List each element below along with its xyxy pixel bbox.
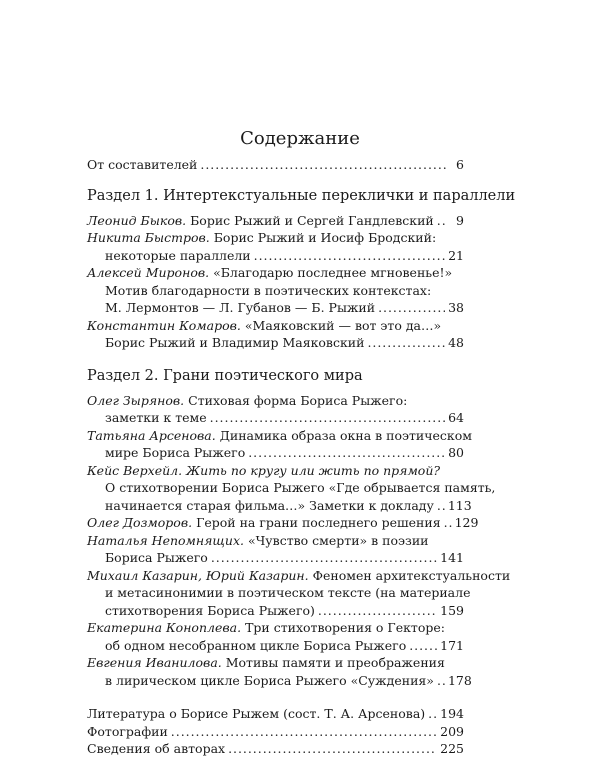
entry-author: Екатерина Коноплева. (87, 620, 242, 635)
page-number: 178 (447, 672, 472, 688)
dot-leader (367, 334, 445, 352)
page-number: 38 (448, 300, 464, 315)
dot-leader (318, 602, 437, 620)
page-number: 9 (456, 212, 464, 228)
dot-leader (171, 723, 437, 741)
toc-entry-literature[interactable] (87, 705, 464, 723)
toc-entry[interactable] (87, 229, 464, 264)
entry-title: От составителей (87, 157, 198, 172)
section-1-title: Раздел 1. Интертекстуальные переклички и параллели (87, 187, 516, 204)
entry-title: «Благодарю последнее мгновенье!» (213, 265, 453, 280)
dot-leader (254, 247, 445, 265)
entry-title: Жить по кругу или жить по прямой? (186, 462, 441, 478)
section-2-title: Раздел 2. Грани поэтического мира (87, 367, 363, 384)
page-number: 80 (448, 445, 464, 460)
dot-leader (248, 444, 445, 462)
entry-title-cont: некоторые параллели (105, 247, 251, 263)
toc-entry-intro[interactable] (87, 156, 464, 174)
entry-title-cont: Борис Рыжий и Владимир Маяковский (105, 335, 365, 350)
entry-author: Леонид Быков. (87, 212, 187, 228)
entry-title: Борис Рыжий и Иосиф Бродский: (213, 230, 437, 245)
toc-title: Содержание (240, 128, 360, 149)
dot-leader (228, 740, 437, 758)
page-number: 141 (440, 550, 464, 565)
entry-title: Стиховая форма Бориса Рыжего: (188, 392, 408, 408)
entry-title-cont: об одном несобранном цикле Бориса Рыжего (105, 637, 407, 653)
entry-title-cont: Мотив благодарности в поэтических контекстах: (105, 282, 432, 298)
entry-title: Три стихотворения о Гекторе: (245, 620, 445, 635)
entry-title: Феномен архитекстуальности (312, 567, 511, 583)
dot-leader (200, 156, 447, 174)
toc-entry[interactable] (87, 567, 511, 620)
entry-title: Мотивы памяти и преображения (225, 655, 445, 670)
entry-title: Борис Рыжий и Сергей Гандлевский (190, 212, 434, 228)
dot-leader (437, 672, 445, 690)
toc-entry[interactable] (87, 264, 464, 317)
entry-title-cont: Бориса Рыжего (105, 550, 208, 565)
page-number: 64 (448, 410, 464, 425)
entry-author: Никита Быстров. (87, 230, 210, 245)
toc-entry-photos[interactable] (87, 723, 464, 741)
page-number: 225 (440, 741, 464, 756)
entry-author: Олег Зырянов. (87, 392, 185, 408)
toc-entry[interactable] (87, 392, 464, 427)
dot-leader (210, 409, 445, 427)
table-of-contents (87, 156, 516, 758)
entry-title: Сведения об авторах (87, 741, 226, 756)
entry-author: Кейс Верхейл. (87, 462, 183, 478)
page-number: 209 (440, 723, 464, 739)
entry-title-cont: стихотворения Бориса Рыжего) (105, 602, 315, 618)
entry-title-cont: мире Бориса Рыжего (105, 445, 246, 460)
dot-leader (378, 299, 445, 317)
entry-author: Наталья Непомнящих. (87, 532, 245, 548)
entry-author: Михаил Казарин, Юрий Казарин. (87, 567, 309, 583)
toc-entry[interactable] (87, 514, 479, 532)
page-number: 113 (447, 497, 472, 513)
entry-title-cont: и метасинонимии в поэтическом тексте (на материале (105, 585, 471, 600)
dot-leader (444, 514, 452, 532)
entry-author: Олег Дозморов. (87, 515, 193, 530)
entry-title-cont: в лирическом цикле Бориса Рыжего «Суждения» (105, 672, 434, 688)
dot-leader (409, 637, 437, 655)
page-number: 129 (454, 515, 479, 530)
page-number: 21 (448, 247, 464, 263)
page-number: 194 (440, 706, 464, 721)
entry-title: Динамика образа окна в поэтическом (219, 427, 472, 443)
entry-title-cont: начинается старая фильма…» Заметки к докладу (105, 497, 434, 513)
dot-leader (437, 212, 447, 230)
entry-author: Татьяна Арсенова. (87, 427, 216, 443)
page-number: 171 (440, 637, 464, 653)
entry-title: «Маяковский — вот это да…» (244, 317, 442, 333)
toc-entry[interactable] (87, 317, 464, 352)
toc-entry[interactable] (87, 462, 496, 515)
toc-entry[interactable] (87, 654, 472, 689)
entry-title: «Чувство смерти» в поэзии (248, 532, 429, 548)
entry-title: Литература о Борисе Рыжем (сост. Т. А. Арсенова) (87, 706, 426, 721)
entry-title-cont: О стихотворении Бориса Рыжего «Где обрывается память, (105, 480, 496, 495)
toc-entry[interactable] (87, 619, 464, 654)
entry-title-cont: заметки к теме (105, 410, 207, 425)
entry-author: Евгения Иванилова. (87, 655, 222, 670)
entry-author: Константин Комаров. (87, 317, 241, 333)
page-number: 6 (456, 157, 464, 172)
toc-entry[interactable] (87, 427, 472, 462)
dot-leader (428, 705, 437, 723)
toc-entry[interactable] (87, 212, 464, 230)
page-number: 48 (448, 335, 464, 350)
dot-leader (437, 497, 445, 515)
entry-title-cont: М. Лермонтов — Л. Губанов — Б. Рыжий (105, 300, 376, 315)
page-number: 159 (440, 602, 464, 618)
dot-leader (211, 549, 437, 567)
toc-entry-authors[interactable] (87, 740, 464, 758)
entry-title: Герой на грани последнего решения (196, 515, 441, 530)
entry-author: Алексей Миронов. (87, 265, 210, 280)
entry-title: Фотографии (87, 723, 168, 739)
toc-entry[interactable] (87, 532, 464, 567)
